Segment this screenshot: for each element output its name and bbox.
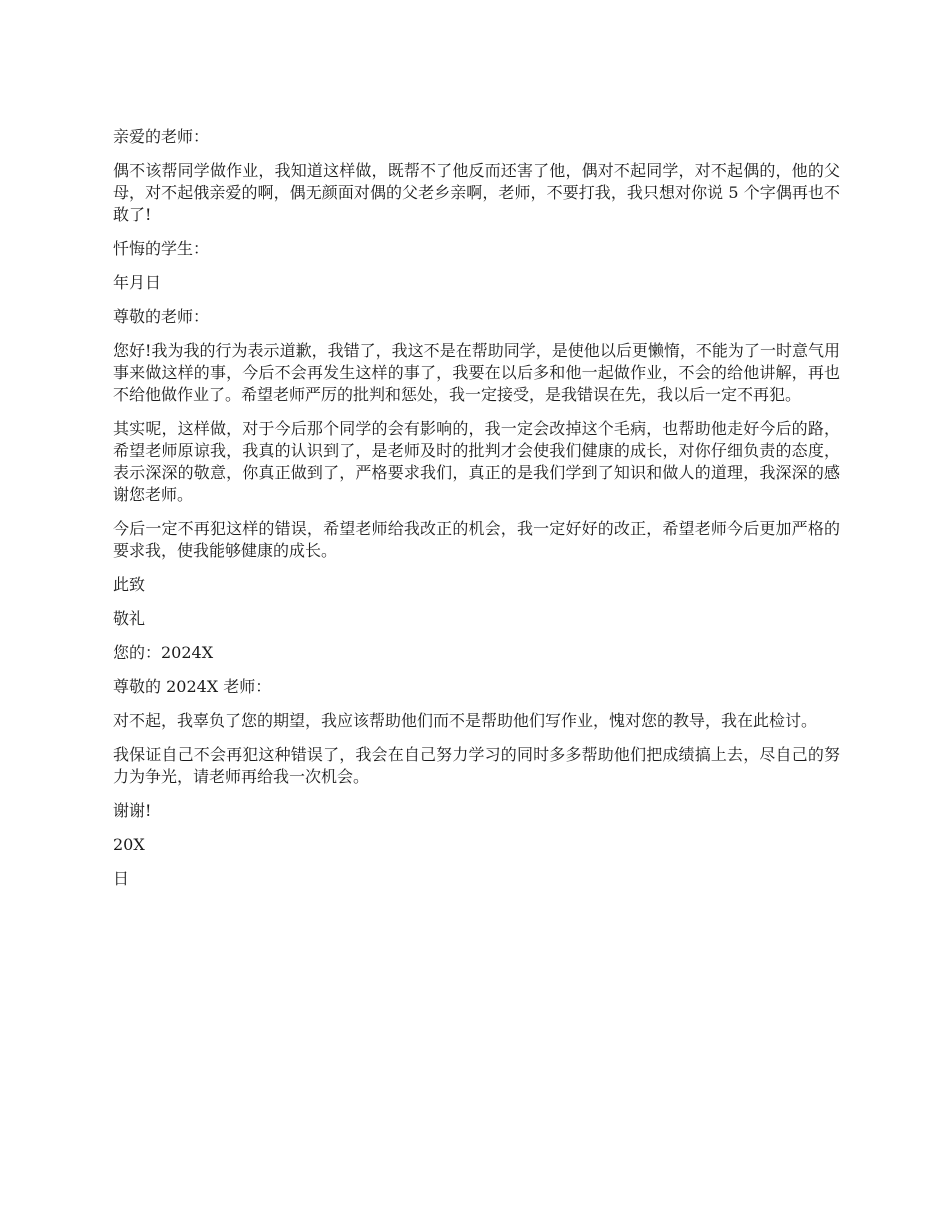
closing-2: 敬礼 (113, 609, 146, 628)
date-2: 日 (113, 869, 130, 888)
paragraph-4: 今后一定不再犯这样的错误，希望老师给我改正的机会，我一定好好的改正，希望老师今后更加严格的要求我，使我能够健康的成长。 (113, 519, 840, 560)
salutation-1: 亲爱的老师： (113, 127, 210, 146)
signature-1: 忏悔的学生： (113, 239, 210, 258)
paragraph-2: 您好!我为我的行为表示道歉，我错了，我这不是在帮助同学，是使他以后更懒惰，不能为了一时意气用事来做这样的事，今后不会再发生这样的事了，我要在以后多和他一起做作业，不会的给他讲解，再也不给他做作业了。希望老师严厉的批判和惩处，我一定接受，是我错误在先，我以后一定不再犯。 (113, 341, 840, 404)
paragraph-5: 对不起，我辜负了您的期望，我应该帮助他们而不是帮助他们写作业，愧对您的教导，我在此检讨。 (113, 711, 818, 730)
salutation-2: 尊敬的老师： (113, 307, 210, 326)
paragraph-3: 其实呢，这样做，对于今后那个同学的会有影响的，我一定会改掉这个毛病，也帮助他走好今后的路，希望老师原谅我，我真的认识到了，是老师及时的批判才会使我们健康的成长，对你仔细负责的态度，表示深深的敬意，你真正做到了，严格要求我们，真正的是我们学到了知识和做人的道理，我深深的感谢您老师。 (113, 419, 840, 504)
signature-3: 20X (113, 835, 145, 854)
paragraph-6: 我保证自己不会再犯这种错误了，我会在自己努力学习的同时多多帮助他们把成绩搞上去，尽自己的努力为争光，请老师再给我一次机会。 (113, 745, 840, 786)
thanks: 谢谢! (113, 801, 152, 820)
date-1: 年月日 (113, 273, 162, 292)
signature-2: 您的：2024X (113, 643, 214, 662)
salutation-3: 尊敬的 2024X 老师： (113, 677, 272, 696)
paragraph-1: 偶不该帮同学做作业，我知道这样做，既帮不了他反而还害了他，偶对不起同学，对不起偶的，他的父母，对不起俄亲爱的啊，偶无颜面对偶的父老乡亲啊，老师，不要打我，我只想对你说 5 个字偶再也不敢了! (113, 161, 840, 224)
closing-1: 此致 (113, 575, 146, 594)
